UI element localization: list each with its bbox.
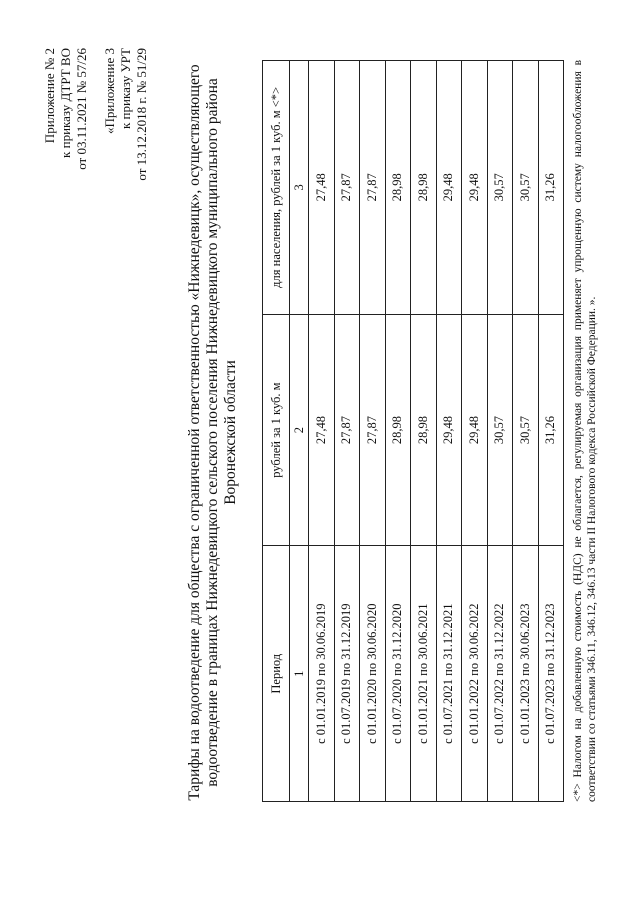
price-cell: 28,98: [411, 314, 437, 546]
column-number: 1: [290, 546, 309, 802]
population-price-cell: 27,48: [309, 61, 335, 315]
price-cell: 29,48: [462, 314, 488, 546]
appendix-line-5: к приказу УРТ: [118, 48, 133, 130]
population-price-cell: 30,57: [487, 61, 513, 315]
price-cell: 28,98: [385, 314, 411, 546]
period-cell: с 01.07.2021 по 31.12.2021: [436, 546, 462, 802]
period-cell: с 01.01.2023 по 30.06.2023: [513, 546, 539, 802]
appendix-line-3: от 03.11.2021 № 57/26: [74, 48, 89, 170]
appendix-line-6: от 13.12.2018 г. № 51/29: [134, 48, 149, 181]
table-row: [462, 61, 488, 802]
period-cell: с 01.01.2019 по 30.06.2019: [309, 546, 335, 802]
footnote: <*> Налогом на добавленную стоимость (НДС) не облагается, регулируемая организация применяет упрощенную систему налогообложения в соответствии со статьями 346.11, 346.12, 346.13 части II Налогового кодекса Российской Федерации. ».: [572, 60, 598, 802]
population-price-cell: 29,48: [436, 61, 462, 315]
population-price-cell: 28,98: [411, 61, 437, 315]
header-price: рублей за 1 куб. м: [263, 314, 290, 546]
period-cell: с 01.07.2023 по 31.12.2023: [538, 546, 564, 802]
column-number: 3: [290, 61, 309, 315]
period-cell: с 01.07.2020 по 31.12.2020: [385, 546, 411, 802]
appendix-line-1: Приложение № 2: [42, 48, 57, 144]
table-row: [411, 61, 437, 802]
table-row: [436, 61, 462, 802]
appendix-line-2: к приказу ДТРТ ВО: [58, 48, 73, 158]
tariff-table: [262, 60, 564, 802]
appendix-line-4: «Приложение 3: [102, 48, 117, 135]
column-number: 2: [290, 314, 309, 546]
price-cell: 27,48: [309, 314, 335, 546]
period-cell: с 01.01.2021 по 30.06.2021: [411, 546, 437, 802]
table-row: [487, 61, 513, 802]
table-row: [385, 61, 411, 802]
population-price-cell: 28,98: [385, 61, 411, 315]
population-price-cell: 27,87: [360, 61, 386, 315]
table-header-row: [263, 61, 290, 802]
title-line-3: Воронежской области: [222, 360, 239, 505]
table-row: [513, 61, 539, 802]
price-cell: 29,48: [436, 314, 462, 546]
price-cell: 30,57: [513, 314, 539, 546]
population-price-cell: 30,57: [513, 61, 539, 315]
header-population-price: для населения, рублей за 1 куб. м <*>: [263, 61, 290, 315]
population-price-cell: 29,48: [462, 61, 488, 315]
table-number-row: [290, 61, 309, 802]
period-cell: с 01.01.2020 по 30.06.2020: [360, 546, 386, 802]
table-row: [538, 61, 564, 802]
table-row: [309, 61, 335, 802]
price-cell: 30,57: [487, 314, 513, 546]
period-cell: с 01.07.2019 по 31.12.2019: [334, 546, 360, 802]
table-row: [360, 61, 386, 802]
period-cell: с 01.07.2022 по 31.12.2022: [487, 546, 513, 802]
price-cell: 31,26: [538, 314, 564, 546]
appendix-header: [42, 48, 150, 181]
price-cell: 27,87: [334, 314, 360, 546]
document-title: [186, 40, 240, 825]
title-line-2: водоотведение в границах Нижнедевицкого сельского поселения Нижнедевицкого муниципального района: [204, 78, 221, 787]
header-period: Период: [263, 546, 290, 802]
price-cell: 27,87: [360, 314, 386, 546]
table-row: [334, 61, 360, 802]
population-price-cell: 27,87: [334, 61, 360, 315]
title-line-1: Тарифы на водоотведение для общества с ограниченной ответственностью «Нижнедевицк», осуществляющего: [186, 64, 203, 801]
population-price-cell: 31,26: [538, 61, 564, 315]
period-cell: с 01.01.2022 по 30.06.2022: [462, 546, 488, 802]
